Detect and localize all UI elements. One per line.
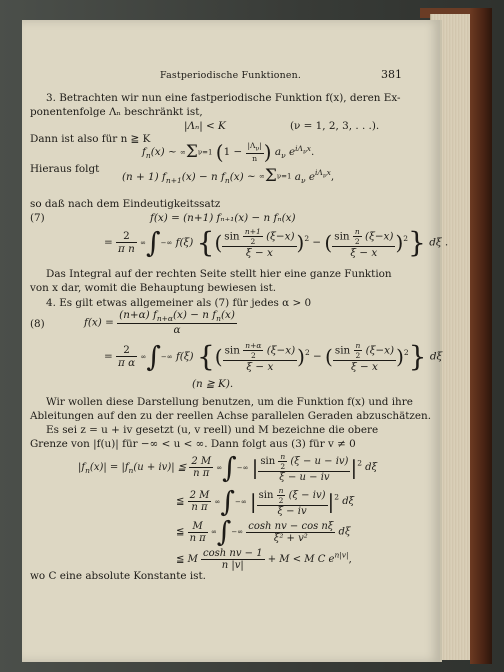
equation-8: f(x) = $\frac{(n+\alpha) f_{n+\alpha}(x) - n f_n(x)}{\alpha}$ <box>84 309 235 337</box>
equation-8-label: (8) <box>30 318 45 330</box>
integral-line-2: von x dar, womit die Behauptung bewiesen ist. <box>30 282 277 294</box>
estimate-line-2: ≦ $\frac{2 M}{\text{n π}}$ ∞∫−∞ | sin $\frac{n}{2}$ (ξ − iv) ξ − iv $|^2$ dξ <box>176 484 355 518</box>
paragraph-wir-line-1: Wir wollen diese Darstellung benutzen, um die Funktion f(x) und ihre <box>46 396 413 408</box>
paragraph-4-line: 4. Es gilt etwas allgemeiner als (7) für jedes α > 0 <box>46 297 312 309</box>
paragraph-3-line-1: 3. Betrachten wir nun eine fastperiodische Funktion f(x), deren Ex- <box>46 92 401 104</box>
equation-bound-range: (ν = 1, 2, 3, . . .). <box>290 120 380 132</box>
estimate-line-4: ≦ M $\frac{\text{cosh nv − 1}}{n |v|}$ + M < M C $e^{n|v|}$, <box>176 548 352 571</box>
estimate-line-1: $|f_n(x)| = |f_n(u + iv)|$ ≦ $\frac{2 M}{\text{n π}}$ ∞∫−∞ | sin $\frac{n}{2}$ (ξ − u − iv) ξ − u − iv $|^2$ dξ <box>78 450 378 484</box>
equation-1: $f_n(x)$ ~ ∞Σν=1 (1 − $\frac{|\Lambda_\nu|}{n}$ ) $a_\nu$ $e^{i\Lambda_\nu x}$. <box>142 140 315 164</box>
equation-8-integral: = $\frac{2}{\text{π α}}$ ∞∫−∞ f(ξ) {( sin $\frac{n+\alpha}{2}$ (ξ−x) ξ − x )$^2$ − ( sin $\frac{n}{2}$ (ξ−x) ξ − x )$^2$} dξ <box>104 339 443 373</box>
equation-bound: |Λₙ| < K <box>184 120 226 132</box>
sodass-line: so daß nach dem Eindeutigkeitssatz <box>30 198 221 210</box>
running-head: Fastperiodische Funktionen. <box>160 70 302 81</box>
equation-7-integral: = $\frac{2}{\text{π n}}$ ∞∫−∞ f(ξ) {( sin $\frac{n+1}{2}$ (ξ−x) ξ − x )$^2$ − ( sin $\frac{n}{2}$ (ξ−x) ξ − x )$^2$} dξ . <box>104 225 449 259</box>
equation-8-condition: (n ≧ K). <box>192 378 234 390</box>
paragraph-wir-line-2: Ableitungen auf den zu der reellen Achse parallelen Geraden abzuschätzen. <box>30 410 432 422</box>
estimate-line-3: ≦ $\frac{M}{\text{n π}}$ ∞∫−∞ $\frac{\text{cosh nv − cos nξ}}{\text{ξ² + v²}}$ dξ <box>176 515 351 548</box>
then-line: Dann ist also für n ≧ K <box>30 133 151 145</box>
paragraph-es-line-1: Es sei z = u + iv gesetzt (u, v reell) und M bezeichne die obere <box>46 424 379 436</box>
final-line: wo C eine absolute Konstante ist. <box>30 570 206 582</box>
paragraph-es-line-2: Grenze von |f(u)| für −∞ < u < ∞. Dann folgt aus (3) für v ≠ 0 <box>30 438 356 450</box>
page-number: 381 <box>381 68 402 81</box>
paragraph-3-line-2: ponentenfolge Λₙ beschränkt ist, <box>30 106 203 118</box>
hieraus-line: Hieraus folgt <box>30 163 100 175</box>
equation-2: (n + 1) $f_{n+1}(x) - n$ $f_n(x)$ ~ ∞Σν=1 $a_\nu$ $e^{i\Lambda_\nu x}$, <box>122 166 335 186</box>
equation-7: f(x) = (n+1) fₙ₊₁(x) − n fₙ(x) <box>150 212 296 224</box>
book-cover <box>470 8 492 664</box>
integral-line-1: Das Integral auf der rechten Seite stellt hier eine ganze Funktion <box>46 268 392 280</box>
equation-7-label: (7) <box>30 212 45 224</box>
